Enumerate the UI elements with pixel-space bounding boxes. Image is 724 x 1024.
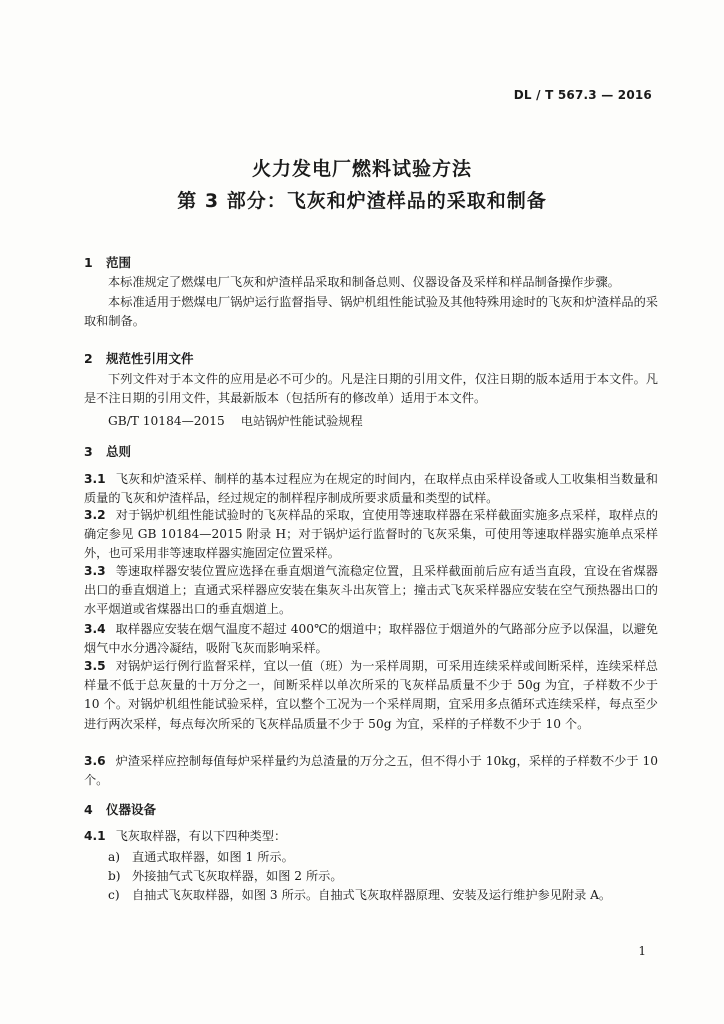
clause-3-6: 3.6 炉渣采样应控制每值每炉采样量约为总渣量的万分之五，但不得小于 10kg，采样的子样数不少于 10 个。 [84,754,658,788]
paragraph: 本标准适用于燃煤电厂锅炉运行监督指导、锅炉机组性能试验及其他特殊用途时的飞灰和炉渣样品的采取和制备。 [84,295,658,329]
clause-3-3: 3.3 等速取样器安装位置应选择在垂直烟道气流稳定位置，且采样截面前后应有适当直段，宜设在省煤器出口的垂直烟道上；直通式采样器应安装在集灰斗出灰管上；撞击式飞灰采样器应安装在空气预热器出口的水平烟道或省煤器出口的垂直烟道上。 [84,564,658,617]
page-number: 1 [638,944,646,958]
section-heading-1: 1 范围 [84,255,132,270]
list-item: a) 直通式取样器，如图 1 所示。 [108,850,294,864]
clause-3-2: 3.2 对于锅炉机组性能试验时的飞灰样品的采取，宜使用等速取样器在采样截面实施多点采样，取样点的确定参见 GB 10184—2015 附录 H；对于锅炉运行监督时的飞灰采集，可使用等速取样器实施单点采样外，也可采用非等速取样器实施固定位置采样。 [84,508,658,561]
paragraph: 下列文件对于本文件的应用是必不可少的。凡是注日期的引用文件，仅注日期的版本适用于本文件。凡是不注日期的引用文件，其最新版本（包括所有的修改单）适用于本文件。 [84,372,658,406]
section-heading-3: 3 总则 [84,444,132,459]
clause-3-1: 3.1 飞灰和炉渣采样、制样的基本过程应为在规定的时间内，在取样点由采样设备或人工收集相当数量和质量的飞灰和炉渣样品，经过规定的制样程序制成所要求质量和类型的试样。 [84,472,658,506]
standard-number: DL / T 567.3 — 2016 [513,88,652,102]
section-heading-2: 2 规范性引用文件 [84,351,194,366]
clause-4-1: 4.1 飞灰取样器，有以下四种类型： [84,829,287,843]
normative-reference: GB/T 10184—2015 电站锅炉性能试验规程 [108,414,363,428]
list-item: c) 自抽式飞灰取样器，如图 3 所示。自抽式飞灰取样器原理、安装及运行维护参见附录 A。 [108,888,612,902]
document-title: 火力发电厂燃料试验方法 [251,158,472,180]
paragraph: 本标准规定了燃煤电厂飞灰和炉渣样品采取和制备总则、仪器设备及采样和样品制备操作步骤。 [108,275,620,289]
list-item: b) 外接抽气式飞灰取样器，如图 2 所示。 [108,869,343,883]
clause-3-5: 3.5 对锅炉运行例行监督采样，宜以一值（班）为一采样周期，可采用连续采样或间断采样，连续采样总样量不低于总灰量的十万分之一，间断采样以单次所采的飞灰样品质量不少于 50g 为宜，子样数不少于 10 个。对锅炉机组性能试验采样，宜以整个工况为一个采样周期，宜采用多点循环式连续采样，每点至少进行两次采样，每点每次所采的飞灰样品质量不少于 50g 为宜，采样的子样数不少于 10 个。 [84,659,658,731]
document-subtitle: 第 3 部分：飞灰和炉渣样品的采取和制备 [177,190,547,212]
clause-3-4: 3.4 取样器应安装在烟气温度不超过 400℃的烟道中；取样器位于烟道外的气路部分应予以保温，以避免烟气中水分遇冷凝结，吸附飞灰而影响采样。 [84,622,658,656]
section-heading-4: 4 仪器设备 [84,802,157,817]
